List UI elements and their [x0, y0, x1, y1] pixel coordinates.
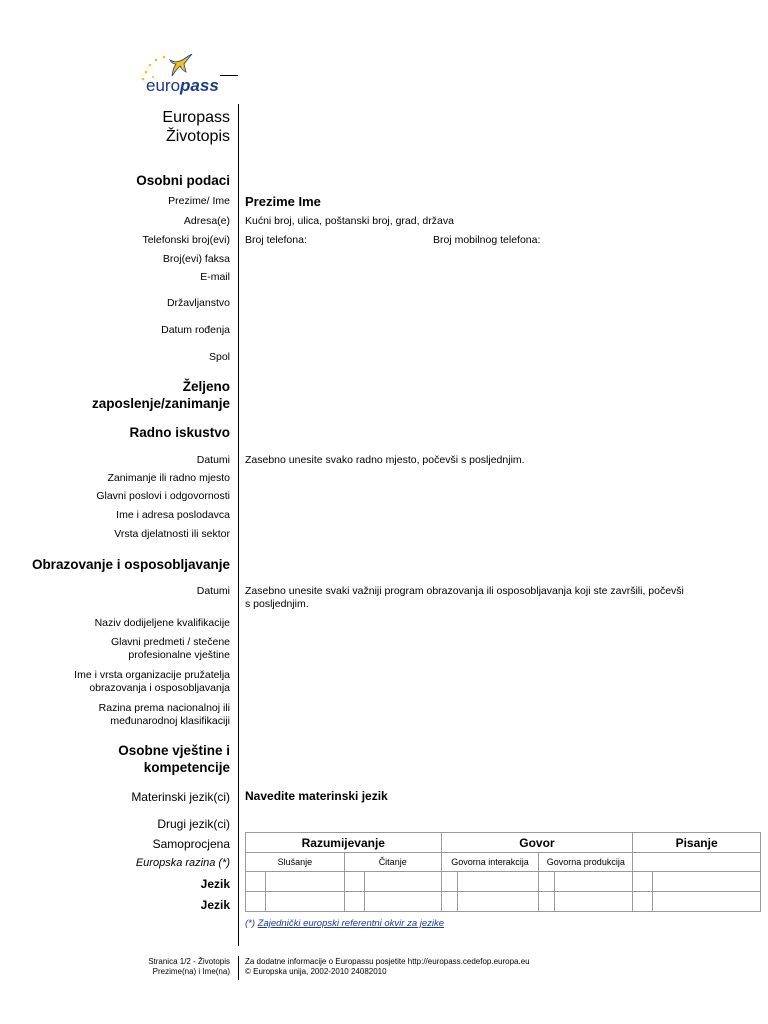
footer-person-name: Prezime(na) i Ime(na) — [152, 967, 230, 976]
classification-level-label: Razina prema nacionalnoj ili međunarodnoj klasifikaciji — [98, 702, 230, 727]
name-label: Prezime/ Ime — [168, 195, 230, 207]
section-personal-heading: Osobni podaci — [136, 173, 230, 188]
listening-header: Slušanje — [246, 853, 345, 872]
footer-left — [148, 957, 230, 977]
fax-label: Broj(evi) faksa — [162, 253, 230, 265]
footer-copyright: © Europska unija, 2002-2010 24082010 — [245, 967, 387, 976]
cefr-note-prefix: (*) — [245, 918, 256, 929]
logo-text-euro: euro — [146, 76, 181, 95]
qualification-label: Naziv dodijeljene kvalifikacije — [94, 617, 230, 629]
section-education-heading: Obrazovanje i osposobljavanje — [31, 557, 230, 572]
logo-text-pass: pass — [180, 76, 219, 95]
education-dates-value: Zasebno unesite svaki važniji program obrazovanja ili osposobljavanja koji ste završili, počevši s posljednjim. — [245, 585, 684, 610]
writing-header: Pisanje — [633, 833, 761, 853]
section-desired-heading: Željeno zaposlenje/zanimanje — [91, 379, 230, 411]
language-1-label: Jezik — [200, 877, 230, 891]
self-assessment-label: Samoprocjena — [152, 837, 230, 851]
understanding-header: Razumijevanje — [246, 833, 442, 853]
birth-date-label: Datum rođenja — [161, 324, 230, 336]
sector-label: Vrsta djelatnosti ili sektor — [114, 528, 230, 540]
phone-label: Telefonski broj(evi) — [142, 234, 230, 246]
education-dates-label: Datumi — [196, 585, 230, 597]
gender-label: Spol — [208, 351, 230, 363]
cefr-link[interactable]: Zajednički europski referentni okvir za jezike — [257, 918, 445, 929]
document-title: Europass Životopis — [162, 109, 230, 145]
language-2-row — [246, 892, 761, 912]
reading-header: Čitanje — [344, 853, 441, 872]
email-label: E-mail — [200, 271, 230, 283]
european-level-label: Europska razina (*) — [135, 857, 230, 869]
address-value: Kućni broj, ulica, poštanski broj, grad, država — [245, 215, 454, 227]
logo-underline — [220, 75, 238, 76]
section-work-heading: Radno iskustvo — [129, 425, 230, 440]
nationality-label: Državljanstvo — [166, 297, 230, 309]
mobile-value: Broj mobilnog telefona: — [433, 234, 541, 246]
footer-info-text: Za dodatne informacije o Europassu posjetite http://europass.cedefop.europa.eu — [245, 957, 530, 966]
work-dates-label: Datumi — [196, 454, 230, 466]
duties-label: Glavni poslovi i odgovornosti — [96, 490, 230, 502]
phone-value: Broj telefona: — [245, 234, 307, 246]
column-divider — [238, 104, 239, 946]
language-1-row — [246, 872, 761, 892]
work-dates-value: Zasebno unesite svako radno mjesto, počevši s posljednjim. — [245, 454, 525, 466]
interaction-header: Govorna interakcija — [441, 853, 539, 872]
language-2-label: Jezik — [200, 898, 230, 912]
section-skills-heading: Osobne vještine i kompetencije — [118, 743, 230, 775]
organisation-label: Ime i vrsta organizacije pružatelja obrazovanja i osposobljavanja — [74, 669, 230, 694]
writing-subheader — [633, 853, 761, 872]
other-languages-label: Drugi jezik(ci) — [157, 817, 230, 831]
production-header: Govorna produkcija — [539, 853, 633, 872]
address-label: Adresa(e) — [183, 215, 230, 227]
footer-divider — [238, 956, 239, 980]
employer-label: Ime i adresa poslodavca — [116, 509, 230, 521]
footer-right — [245, 957, 530, 977]
mother-tongue-label: Materinski jezik(ci) — [131, 790, 230, 804]
language-self-assessment-table — [245, 832, 761, 912]
mother-tongue-value: Navedite materinski jezik — [245, 789, 388, 803]
subjects-label: Glavni predmeti / stečene profesionalne vještine — [110, 636, 230, 661]
speaking-header: Govor — [441, 833, 633, 853]
name-value: Prezime Ime — [245, 194, 321, 209]
europass-logo — [132, 52, 242, 100]
footer-page-info: Stranica 1/2 - Životopis — [148, 957, 230, 966]
cefr-note — [245, 917, 444, 930]
occupation-label: Zanimanje ili radno mjesto — [107, 472, 230, 484]
